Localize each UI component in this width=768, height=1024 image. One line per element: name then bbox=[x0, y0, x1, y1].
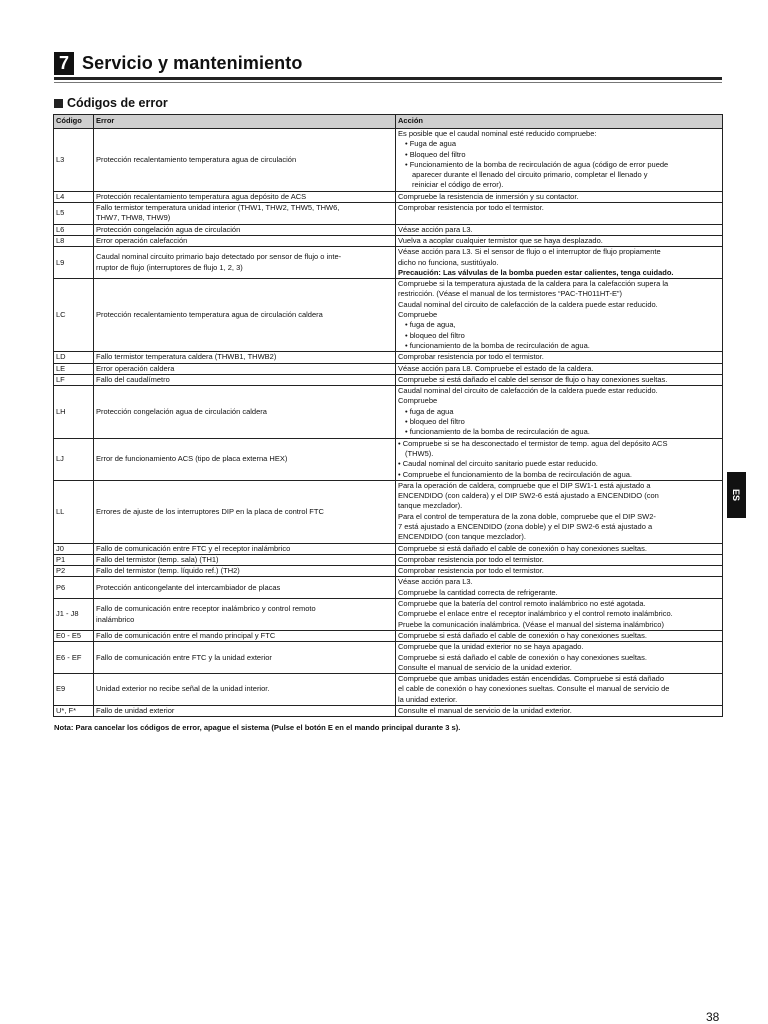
error-action bbox=[396, 279, 723, 352]
subheading bbox=[54, 96, 168, 110]
table-note: Nota: Para cancelar los códigos de error, apague el sistema (Pulse el botón E en el mando principal durante 3 s). bbox=[54, 723, 461, 732]
error-action bbox=[396, 247, 723, 279]
action-line: aparecer durante el llenado del circuito primario, completar el llenado y bbox=[412, 170, 648, 180]
error-code: E6 - EF bbox=[54, 642, 94, 674]
error-action bbox=[396, 235, 723, 246]
error-line: Protección recalentamiento temperatura agua depósito de ACS bbox=[96, 191, 307, 201]
action-line: Caudal nominal del circuito de calefacción de la caldera puede estar reducido. bbox=[398, 386, 658, 396]
table-row bbox=[54, 386, 723, 438]
error-line: THW7, THW8, THW9) bbox=[96, 213, 171, 223]
action-line: • funcionamiento de la bomba de recirculación de agua. bbox=[405, 427, 590, 437]
action-line: Compruebe si la temperatura ajustada de la caldera para la calefacción supera la bbox=[398, 279, 669, 289]
error-code: P1 bbox=[54, 554, 94, 565]
action-line: Compruebe que la unidad exterior no se haya apagado. bbox=[398, 642, 584, 652]
error-code: L4 bbox=[54, 191, 94, 202]
action-line: • Compruebe si se ha desconectado el termistor de temp. agua del depósito ACS bbox=[398, 438, 668, 448]
table-row bbox=[54, 363, 723, 374]
table-row bbox=[54, 352, 723, 363]
action-line: tanque mezclador). bbox=[398, 501, 463, 511]
error-description bbox=[94, 438, 396, 480]
table-row bbox=[54, 247, 723, 279]
error-code: L9 bbox=[54, 247, 94, 279]
error-action bbox=[396, 191, 723, 202]
subheading-text: Códigos de error bbox=[67, 96, 168, 110]
error-description bbox=[94, 386, 396, 438]
action-line: Vuelva a acoplar cualquier termistor que se haya desplazado. bbox=[398, 235, 603, 245]
action-line: Compruebe bbox=[398, 310, 438, 320]
error-description bbox=[94, 480, 396, 543]
error-action bbox=[396, 203, 723, 225]
error-description bbox=[94, 630, 396, 641]
language-tab bbox=[727, 472, 746, 518]
section-number: 7 bbox=[54, 52, 74, 75]
action-line: Para el control de temperatura de la zona doble, compruebe que el DIP SW2- bbox=[398, 511, 656, 521]
error-line: Fallo de comunicación entre FTC y la unidad exterior bbox=[96, 652, 272, 662]
error-action bbox=[396, 224, 723, 235]
error-action bbox=[396, 566, 723, 577]
action-line: Véase acción para L3. Si el sensor de flujo o el interruptor de flujo propiamente bbox=[398, 247, 661, 257]
error-action bbox=[396, 577, 723, 599]
header-action: Acción bbox=[396, 115, 723, 129]
action-line: Comprobar resistencia por todo el termistor. bbox=[398, 566, 544, 576]
error-code: LC bbox=[54, 279, 94, 352]
action-line: Comprobar resistencia por todo el termistor. bbox=[398, 352, 544, 362]
error-action bbox=[396, 363, 723, 374]
error-code: LD bbox=[54, 352, 94, 363]
action-line: Compruebe que la batería del control remoto inalámbrico no esté agotada. bbox=[398, 599, 646, 609]
table-row bbox=[54, 642, 723, 674]
error-code: L5 bbox=[54, 203, 94, 225]
error-line: Fallo del caudalímetro bbox=[96, 374, 170, 384]
error-line: Unidad exterior no recibe señal de la unidad interior. bbox=[96, 684, 270, 694]
error-code: L6 bbox=[54, 224, 94, 235]
header-rule bbox=[54, 77, 722, 80]
error-action bbox=[396, 706, 723, 717]
action-line: Compruebe si está dañado el cable de conexión o hay conexiones sueltas. bbox=[398, 652, 647, 662]
error-code: U*, F* bbox=[54, 706, 94, 717]
error-code: P6 bbox=[54, 577, 94, 599]
error-description bbox=[94, 374, 396, 385]
action-line: Compruebe la cantidad correcta de refrigerante. bbox=[398, 587, 558, 597]
table-row bbox=[54, 630, 723, 641]
error-description bbox=[94, 674, 396, 706]
error-action bbox=[396, 599, 723, 631]
table-row bbox=[54, 203, 723, 225]
action-line: Caudal nominal del circuito de calefacción de la caldera puede estar reducido. bbox=[398, 299, 658, 309]
error-line: Protección recalentamiento temperatura agua de circulación bbox=[96, 154, 297, 164]
error-line: Error operación caldera bbox=[96, 363, 175, 373]
action-line: la unidad exterior. bbox=[398, 694, 458, 704]
error-description bbox=[94, 203, 396, 225]
error-description bbox=[94, 566, 396, 577]
header-rule-thin bbox=[54, 82, 722, 83]
error-code: LH bbox=[54, 386, 94, 438]
error-action bbox=[396, 386, 723, 438]
error-description bbox=[94, 224, 396, 235]
error-line: inalámbrico bbox=[96, 614, 135, 624]
error-code-table bbox=[53, 114, 723, 717]
action-line: Comprobar resistencia por todo el termistor. bbox=[398, 203, 544, 213]
action-line: • Bloqueo del filtro bbox=[405, 149, 466, 159]
action-line: dicho no funciona, sustitúyalo. bbox=[398, 257, 499, 267]
table-row bbox=[54, 577, 723, 599]
error-action bbox=[396, 352, 723, 363]
table-row bbox=[54, 566, 723, 577]
action-line: Véase acción para L3. bbox=[398, 577, 473, 587]
action-line: Comprobar resistencia por todo el termistor. bbox=[398, 554, 544, 564]
square-bullet-icon bbox=[54, 99, 63, 108]
action-line: el cable de conexión o hay conexiones sueltas. Consulte el manual de servicio de bbox=[398, 684, 670, 694]
error-code: L8 bbox=[54, 235, 94, 246]
table-row bbox=[54, 706, 723, 717]
error-code: LE bbox=[54, 363, 94, 374]
error-code: L3 bbox=[54, 129, 94, 192]
error-code: E0 - E5 bbox=[54, 630, 94, 641]
error-description bbox=[94, 577, 396, 599]
error-description bbox=[94, 129, 396, 192]
error-action bbox=[396, 438, 723, 480]
error-line: Error operación calefacción bbox=[96, 235, 188, 245]
action-line: Compruebe el enlace entre el receptor inalámbrico y el control remoto inalámbrico. bbox=[398, 609, 673, 619]
error-description bbox=[94, 279, 396, 352]
error-code: E9 bbox=[54, 674, 94, 706]
action-line: Compruebe si está dañado el cable del sensor de flujo o hay conexiones sueltas. bbox=[398, 374, 668, 384]
error-line: Fallo de comunicación entre receptor inalámbrico y control remoto bbox=[96, 604, 316, 614]
header-error: Error bbox=[94, 115, 396, 129]
action-line: Compruebe si está dañado el cable de conexión o hay conexiones sueltas. bbox=[398, 630, 647, 640]
error-line: Protección congelación agua de circulación bbox=[96, 224, 241, 234]
error-description bbox=[94, 247, 396, 279]
table-row bbox=[54, 235, 723, 246]
page-number: 38 bbox=[706, 1010, 720, 1024]
action-line: ENCENDIDO (con caldera) y el DIP SW2-6 está ajustado a ENCENDIDO (con bbox=[398, 491, 659, 501]
table-row bbox=[54, 129, 723, 192]
error-line: Fallo de comunicación entre el mando principal y FTC bbox=[96, 630, 276, 640]
section-title: Servicio y mantenimiento bbox=[82, 52, 303, 73]
error-action bbox=[396, 480, 723, 543]
action-line: • funcionamiento de la bomba de recirculación de agua. bbox=[405, 340, 590, 350]
action-line: ENCENDIDO (con tanque mezclador). bbox=[398, 532, 526, 542]
table-row bbox=[54, 674, 723, 706]
action-line: • fuga de agua bbox=[405, 406, 454, 416]
error-code: P2 bbox=[54, 566, 94, 577]
table-row bbox=[54, 374, 723, 385]
action-line: • bloqueo del filtro bbox=[405, 330, 465, 340]
error-description bbox=[94, 191, 396, 202]
table-header-row bbox=[54, 115, 723, 129]
error-line: Protección anticongelante del intercambiador de placas bbox=[96, 582, 281, 592]
language-tab-label: ES bbox=[731, 488, 742, 502]
action-line: 7 está ajustado a ENCENDIDO (zona doble) y el DIP SW2-6 está ajustado a bbox=[398, 521, 653, 531]
error-line: Fallo del termistor (temp. sala) (TH1) bbox=[96, 554, 219, 564]
action-line: reiniciar el código de error). bbox=[412, 180, 504, 190]
table-row bbox=[54, 224, 723, 235]
action-line: Compruebe la resistencia de inmersión y su contactor. bbox=[398, 191, 579, 201]
action-line: restricción. (Véase el manual de los termistores “PAC-TH011HT-E”) bbox=[398, 289, 622, 299]
action-line: Es posible que el caudal nominal esté reducido compruebe: bbox=[398, 129, 597, 138]
error-description bbox=[94, 554, 396, 565]
action-line: • Compruebe el funcionamiento de la bomba de recirculación de agua. bbox=[398, 469, 633, 479]
error-description bbox=[94, 599, 396, 631]
error-description bbox=[94, 642, 396, 674]
action-line: • fuga de agua, bbox=[405, 320, 456, 330]
error-action bbox=[396, 674, 723, 706]
action-line: Para la operación de caldera, compruebe que el DIP SW1-1 está ajustado a bbox=[398, 480, 651, 490]
action-line: Consulte el manual de servicio de la unidad exterior. bbox=[398, 662, 572, 672]
error-line: Fallo termistor temperatura caldera (THWB1, THWB2) bbox=[96, 352, 277, 362]
error-description bbox=[94, 363, 396, 374]
table-row bbox=[54, 543, 723, 554]
section-header bbox=[54, 50, 722, 83]
action-line: • Fuga de agua bbox=[405, 139, 456, 149]
action-line: Pruebe la comunicación inalámbrica. (Véase el manual del sistema inalámbrico) bbox=[398, 619, 664, 629]
error-line: Caudal nominal circuito primario bajo detectado por sensor de flujo o inte- bbox=[96, 252, 342, 262]
error-description bbox=[94, 706, 396, 717]
error-line: Fallo de comunicación entre FTC y el receptor inalámbrico bbox=[96, 543, 291, 553]
action-line: Consulte el manual de servicio de la unidad exterior. bbox=[398, 706, 572, 716]
error-line: Fallo termistor temperatura unidad interior (THW1, THW2, THW5, THW6, bbox=[96, 203, 340, 213]
error-line: Protección congelación agua de circulación caldera bbox=[96, 406, 267, 416]
table-row bbox=[54, 191, 723, 202]
action-line: • bloqueo del filtro bbox=[405, 417, 465, 427]
action-line: (THW5). bbox=[405, 448, 434, 458]
error-line: Errores de ajuste de los interruptores DIP en la placa de control FTC bbox=[96, 506, 324, 516]
error-action bbox=[396, 129, 723, 192]
error-code: LL bbox=[54, 480, 94, 543]
action-line: Precaución: Las válvulas de la bomba pueden estar calientes, tenga cuidado. bbox=[398, 267, 674, 277]
error-line: Fallo de unidad exterior bbox=[96, 706, 175, 716]
action-line: Compruebe que ambas unidades están encendidas. Compruebe si está dañado bbox=[398, 674, 665, 684]
error-code: J1 - J8 bbox=[54, 599, 94, 631]
error-description bbox=[94, 352, 396, 363]
table-row bbox=[54, 279, 723, 352]
error-action bbox=[396, 543, 723, 554]
action-line: Véase acción para L8. Compruebe el estado de la caldera. bbox=[398, 363, 594, 373]
header-code: Código bbox=[54, 115, 94, 129]
error-description bbox=[94, 543, 396, 554]
error-code: J0 bbox=[54, 543, 94, 554]
error-line: rruptor de flujo (interruptores de flujo 1, 2, 3) bbox=[96, 262, 243, 272]
table-row bbox=[54, 599, 723, 631]
action-line: Compruebe si está dañado el cable de conexión o hay conexiones sueltas. bbox=[398, 543, 647, 553]
error-code: LF bbox=[54, 374, 94, 385]
error-description bbox=[94, 235, 396, 246]
table-row bbox=[54, 438, 723, 480]
error-line: Fallo del termistor (temp. líquido ref.) (TH2) bbox=[96, 566, 240, 576]
error-action bbox=[396, 554, 723, 565]
error-action bbox=[396, 374, 723, 385]
error-action bbox=[396, 630, 723, 641]
error-line: Protección recalentamiento temperatura agua de circulación caldera bbox=[96, 310, 323, 320]
error-action bbox=[396, 642, 723, 674]
action-line: • Caudal nominal del circuito sanitario puede estar reducido. bbox=[398, 459, 598, 469]
action-line: Compruebe bbox=[398, 396, 438, 406]
table-row bbox=[54, 554, 723, 565]
action-line: Véase acción para L3. bbox=[398, 224, 473, 234]
error-code: LJ bbox=[54, 438, 94, 480]
table-row bbox=[54, 480, 723, 543]
error-line: Error de funcionamiento ACS (tipo de placa externa HEX) bbox=[96, 454, 288, 464]
action-line: • Funcionamiento de la bomba de recirculación de agua (código de error puede bbox=[405, 159, 669, 169]
